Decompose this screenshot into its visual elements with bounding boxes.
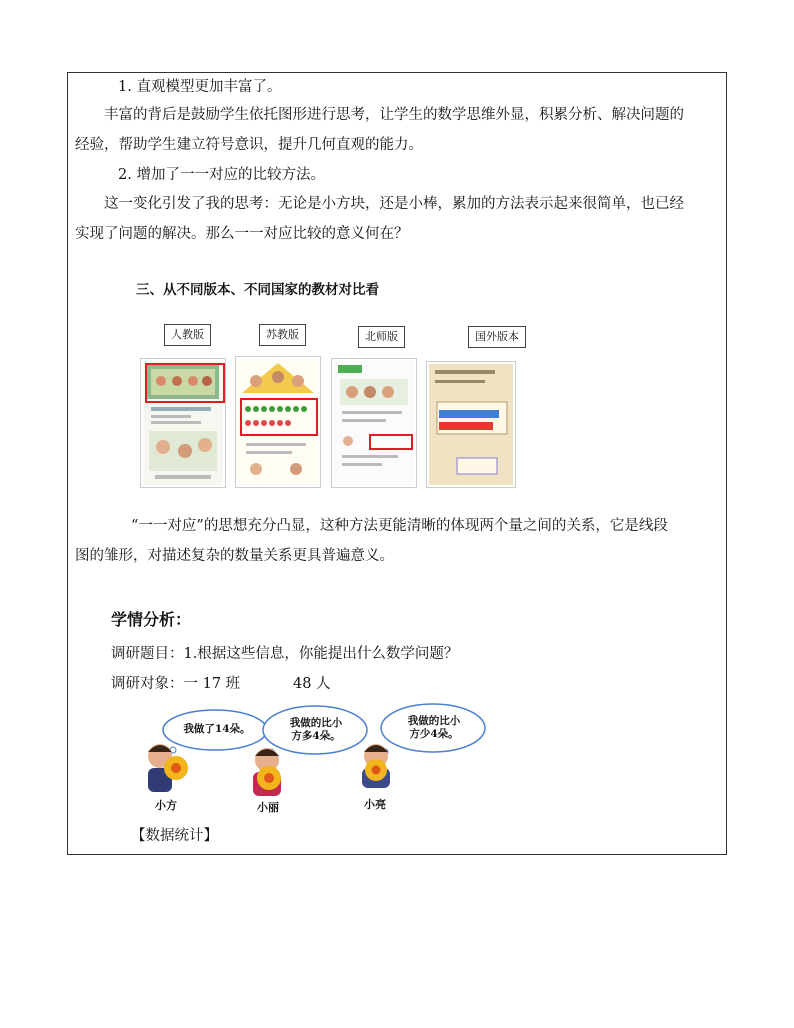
item1-desc-line1: 丰富的背后是鼓励学生依托图形进行思考，让学生的数学思维外显，积累分析、解决问题的 (104, 107, 684, 123)
textbook-page-renjiao (140, 358, 226, 488)
child-name-xiaoli: 小丽 (257, 801, 279, 814)
edition-label-sujiao: 苏教版 (259, 324, 306, 346)
child-photo-xiaoli (245, 744, 295, 798)
data-stats-label: 【数据统计】 (131, 828, 218, 844)
item2-desc-line1: 这一变化引发了我的思考：无论是小方块，还是小棒，累加的方法表示起来很简单，也已经 (104, 196, 684, 212)
edition-label-beishi: 北师版 (358, 326, 405, 348)
compare-heading: 三、从不同版本、不同国家的教材对比看 (136, 282, 379, 298)
textbook-page-sujiao (235, 356, 321, 488)
renjiao-page-illustration (141, 359, 225, 487)
sujiao-page-illustration (236, 357, 320, 487)
item1-desc-line2: 经验，帮助学生建立符号意识，提升几何直观的能力。 (75, 137, 423, 153)
edition-label-renjiao: 人教版 (164, 324, 211, 346)
item2-title: 2. 增加了一一对应的比较方法。 (118, 167, 325, 183)
speech-xiaoliang: 我做的比小方少4朵。 (407, 715, 461, 740)
compare-summary-line1: “一一对应”的思想充分凸显，这种方法更能清晰的体现两个量之间的关系，它是线段 (131, 518, 668, 534)
compare-summary-line2: 图的雏形，对描述复杂的数量关系更具普遍意义。 (75, 548, 394, 564)
survey-target: 调研对象：一 17 班 (111, 676, 241, 692)
survey-count: 48 人 (293, 676, 331, 692)
child-photo-xiaoliang (354, 740, 404, 790)
speech-xiaoli: 我做的比小方多4朵。 (289, 717, 343, 742)
textbook-page-foreign (426, 361, 516, 488)
survey-topic: 调研题目：1.根据这些信息，你能提出什么数学问题？ (111, 646, 459, 662)
analysis-heading: 学情分析： (111, 610, 192, 629)
speech-xiaofang: 我做了14朵。 (183, 723, 251, 735)
textbook-page-beishi (331, 358, 417, 488)
child-photo-xiaofang (144, 738, 194, 794)
item2-desc-line2: 实现了问题的解决。那么一一对应比较的意义何在？ (75, 226, 409, 242)
item1-title: 1. 直观模型更加丰富了。 (118, 79, 282, 95)
foreign-page-illustration (427, 362, 515, 487)
beishi-page-illustration (332, 359, 416, 487)
edition-label-foreign: 国外版本 (468, 326, 526, 348)
child-name-xiaoliang: 小亮 (364, 798, 386, 811)
child-name-xiaofang: 小方 (155, 799, 177, 812)
